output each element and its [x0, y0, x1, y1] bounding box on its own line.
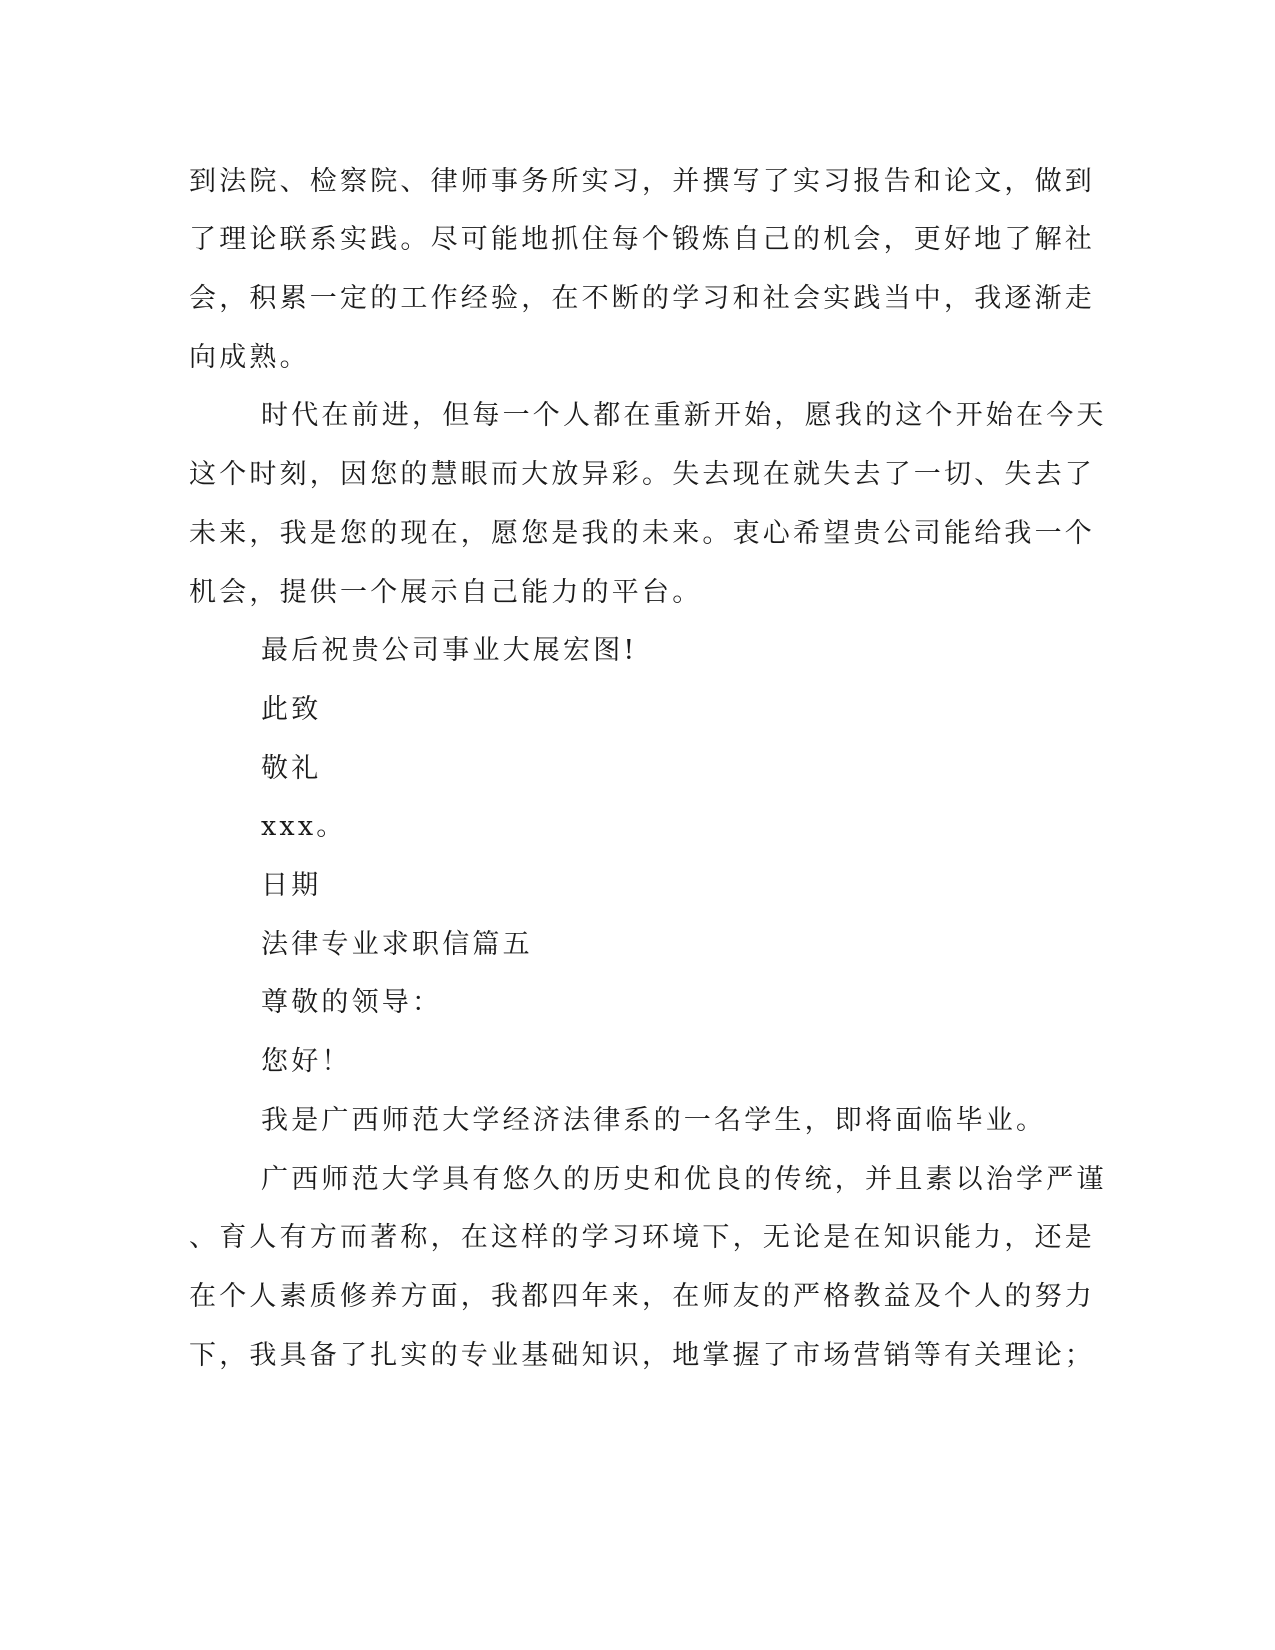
greeting-recipient: 尊敬的领导： [261, 987, 443, 1018]
text-line: 向成熟。 [189, 342, 310, 373]
text-line: 最后祝贵公司事业大展宏图! [261, 635, 638, 666]
text-line: 时代在前进，但每一个人都在重新开始，愿我的这个开始在今天 [261, 400, 1107, 431]
text-line: 到法院、检察院、律师事务所实习，并撰写了实习报告和论文，做到 [189, 166, 1095, 197]
date-line: 日期 [261, 870, 322, 901]
signature: xxx。 [261, 811, 347, 842]
closing-regards: 敬礼 [261, 753, 322, 784]
text-line: 了理论联系实践。尽可能地抓住每个锻炼自己的机会，更好地了解社 [189, 224, 1095, 255]
greeting: 您好！ [261, 1046, 352, 1077]
section-title: 法律专业求职信篇五 [261, 929, 533, 960]
text-line: 未来，我是您的现在，愿您是我的未来。衷心希望贵公司能给我一个 [189, 518, 1095, 549]
text-line: 会，积累一定的工作经验，在不断的学习和社会实践当中，我逐渐走 [189, 283, 1095, 314]
text-line: 机会，提供一个展示自己能力的平台。 [189, 577, 703, 608]
text-line: 在个人素质修养方面，我都四年来，在师友的严格教益及个人的努力 [189, 1281, 1095, 1312]
text-line: 、育人有方而著称，在这样的学习环境下，无论是在知识能力，还是 [189, 1222, 1095, 1253]
text-line: 广西师范大学具有悠久的历史和优良的传统，并且素以治学严谨 [261, 1164, 1107, 1195]
text-line: 下，我具备了扎实的专业基础知识，地掌握了市场营销等有关理论； [189, 1340, 1095, 1371]
text-line: 这个时刻，因您的慧眼而大放异彩。失去现在就失去了一切、失去了 [189, 459, 1095, 490]
closing-salutation: 此致 [261, 694, 322, 725]
text-line: 我是广西师范大学经济法律系的一名学生，即将面临毕业。 [261, 1105, 1047, 1136]
